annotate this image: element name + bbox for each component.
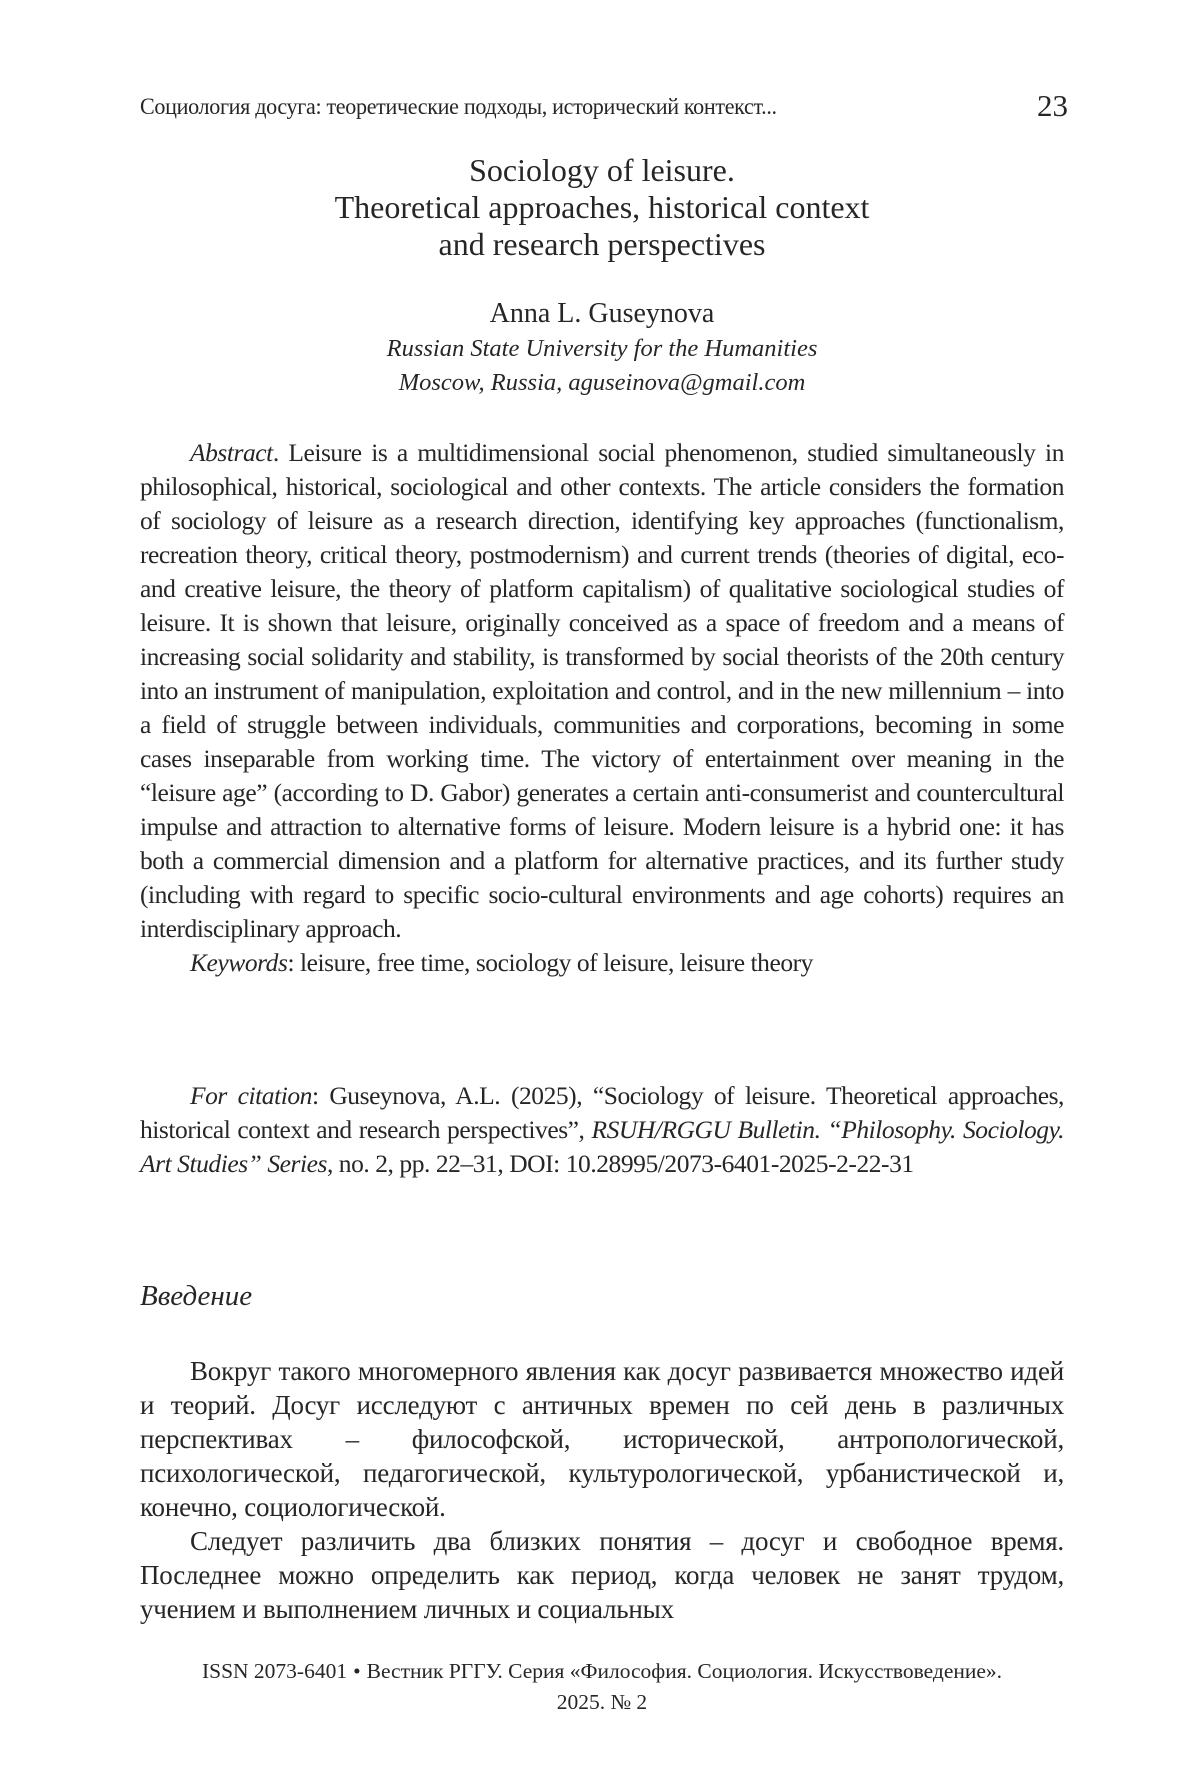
abstract — [140, 436, 1064, 980]
abstract-paragraph — [140, 436, 1064, 946]
keywords-text: : leisure, free time, sociology of leisure, leisure theory — [287, 948, 813, 977]
page-footer — [140, 1656, 1064, 1718]
author-location-email: Moscow, Russia, aguseinova@gmail.com — [398, 369, 806, 396]
citation-text-end: , no. 2, pp. 22–31, DOI: 10.28995/2073-6401-2025-2-22-31 — [326, 1149, 914, 1178]
abstract-label: Abstract — [190, 438, 273, 467]
title-line: and research perspectives — [438, 226, 766, 262]
author-affiliation: Russian State University for the Humanities — [386, 335, 818, 362]
footer-line — [140, 1656, 1064, 1687]
section-heading: Введение — [140, 1280, 253, 1312]
keywords-label: Keywords — [190, 948, 288, 977]
bullet-separator: • — [353, 1659, 361, 1683]
citation-label: For citation — [190, 1081, 312, 1110]
footer-issue: 2025. № 2 — [556, 1690, 648, 1714]
keywords-paragraph — [140, 946, 1064, 980]
author-name: Anna L. Guseynova — [489, 298, 715, 329]
running-title: Социология досуга: теоретические подходы, исторический контекст... — [140, 94, 777, 120]
article-title — [140, 152, 1064, 263]
citation-block — [140, 1079, 1064, 1181]
abstract-text: Leisure is a multidimensional social phenomenon, studied simultaneously in philosophical, historical, sociological and other contexts. The article considers the formation of sociology of leisure as a research direction, identifying key approaches (functionalism, recreation theory, critical theory, postmodernism) and current trends (theories of digital, eco- and creative leisure, the theory of platform capitalism) of qualitative sociological studies of leisure. It is shown that leisure, originally conceived as a space of freedom and a means of increasing social solidarity and stability, is transformed by social theorists of the 20th century into an instrument of manipulation, exploitation and control, and in the new millennium – into a field of struggle between individuals, communities and corporations, becoming in some cases inseparable from working time. The victory of entertainment over meaning in the “leisure age” (according to D. Gabor) generates a certain anti-consumerist and countercultural impulse and attraction to alternative forms of leisure. Modern leisure is a hybrid one: it has both a commercial dimension and a platform for alternative practices, and its further study (including with regard to specific socio-cultural environments and age cohorts) requires an interdisciplinary approach. — [140, 438, 1064, 943]
running-head — [140, 88, 1068, 124]
citation-journal: RSUH/RGGU Bulletin. “Philosophy. Sociology. Art Studies” Series — [140, 1115, 1064, 1178]
title-line: Theoretical approaches, historical context — [334, 189, 870, 225]
footer-issn: ISSN 2073-6401 — [201, 1659, 348, 1683]
body-paragraph: Следует различить два близких понятия – досуг и свободное время. Последнее можно определить как период, когда человек не занят трудом, учением и выполнением личных и социальных — [140, 1526, 1064, 1624]
abstract-label-punct: . — [272, 438, 279, 467]
page-number: 23 — [1037, 88, 1068, 123]
citation-text: : Guseynova, A.L. (2025), “Sociology of leisure. Theoretical approaches, historical context and research perspectives”, — [140, 1081, 1064, 1144]
author-block — [140, 296, 1064, 400]
footer-journal: Вестник РГГУ. Серия «Философия. Социология. Искусствоведение». — [366, 1659, 1003, 1683]
title-line: Sociology of leisure. — [469, 152, 735, 188]
body-text — [140, 1354, 1064, 1626]
body-paragraph: Вокруг такого многомерного явления как досуг развивается множество идей и теорий. Досуг исследуют с античных времен по сей день в различных перспективах – философской, исторической, антропологической, психологической, педагогической, культурологической, урбанистической и, конечно, социологической. — [140, 1356, 1064, 1522]
citation-paragraph — [140, 1079, 1064, 1181]
